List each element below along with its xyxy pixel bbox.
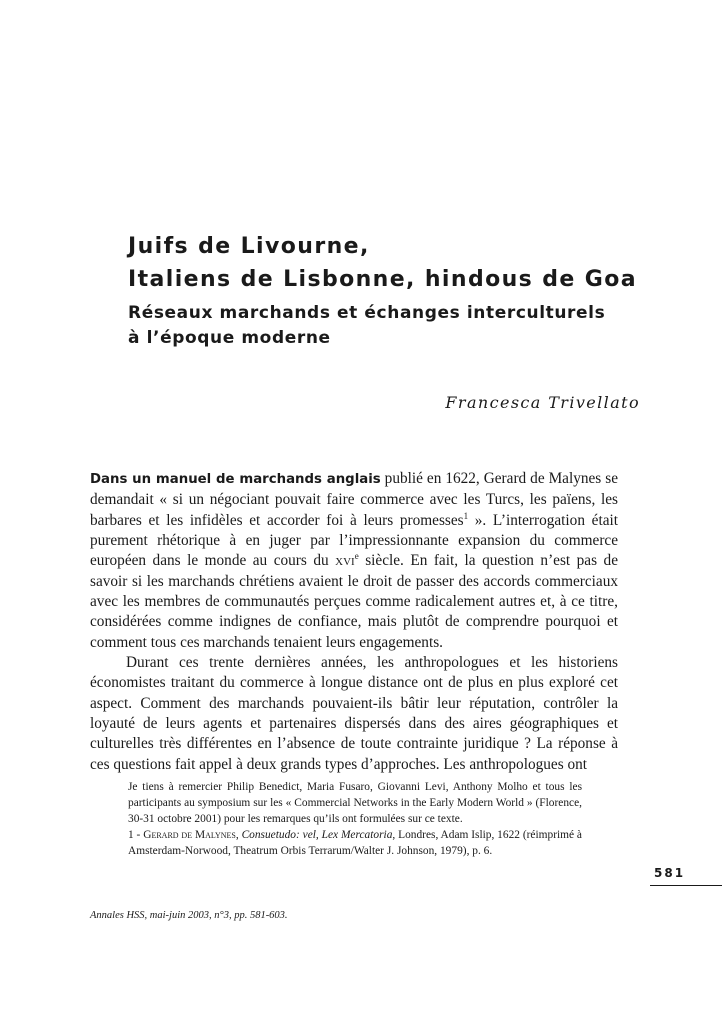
footnote-1-number: 1 - [128,829,144,841]
article-body [90,469,618,775]
article-title-line-2: Italiens de Lisbonne, hindous de Goa [128,267,637,292]
article-subtitle-line-2: à l’époque moderne [128,328,331,348]
page-number: 581 [654,866,686,880]
footnote-1-details: , Londres, Adam Islip, 1622 (réimprimé à Amsterdam-Norwood, Theatrum Orbis Terrarum/Walter J. Johnson, 1979), p. 6. [128,829,582,857]
page-number-rule [650,885,722,886]
paragraph-1-part-a: publié en 1622, Gerard de Malynes se demandait « si un négociant pouvait faire commerce avec les Turcs, les païens, les barbares et les infidèles et accorder foi à leurs promesses [90,470,618,529]
journal-reference: Annales HSS, mai-juin 2003, n°3, pp. 581-603. [90,910,288,921]
footnote-1 [128,827,582,859]
article-subtitle-line-1: Réseaux marchands et échanges interculturels [128,303,606,323]
footnote-acknowledgment: Je tiens à remercier Philip Benedict, Maria Fusaro, Giovanni Levi, Anthony Molho et tous les participants au symposium sur les « Commercial Networks in the Early Modern World » (Florence, 30-31 octobre 2001) pour les remarques qu’ils ont formulées sur ce texte. [128,781,582,825]
footnote-ref-1: 1 [463,510,469,521]
footnote-1-title: Consuetudo: vel, Lex Mercatoria [241,829,393,841]
body-paragraph-2: Durant ces trente dernières années, les anthropologues et les historiens économistes traitant du commerce à longue distance ont de plus en plus exploré cet aspect. Comment des marchands pouvaient-ils bâtir leur réputation, contrôler la loyauté de leurs agents et partenaires dispersés dans des aires géographiques et culturelles très différentes en l’absence de toute contrainte juridique ? La réponse à ces questions fait appel à deux grands types d’approches. Les anthropologues ont [90,654,618,773]
article-title-line-1: Juifs de Livourne, [128,234,370,259]
footnote-1-author: Gerard de Malynes [143,829,236,841]
author-name: Francesca Trivellato [445,393,640,412]
century-numeral: xvi [335,552,355,570]
century-superscript: e [354,551,359,562]
paragraph-1-part-c: siècle. En fait, la question n’est pas de savoir si les marchands chrétiens avaient le droit de passer des accords commerciaux avec les membres de communautés perçues comme radicalement autres et, à ce titre, considérées comme indignes de confiance, mais plutôt de comprendre pourquoi et comment tous ces marchands tenaient leurs engagements. [90,552,618,651]
footnotes [128,779,582,859]
article-title-block [128,230,648,351]
paragraph-1-part-b: ». L’interrogation était purement rhétorique à en juger par l’impressionnante expansion du commerce européen dans le monde au cours du [90,511,618,570]
body-paragraph-1 [90,469,618,653]
lead-in-text: Dans un manuel de marchands anglais [90,472,381,487]
footnote-1-separator: , [235,829,242,841]
